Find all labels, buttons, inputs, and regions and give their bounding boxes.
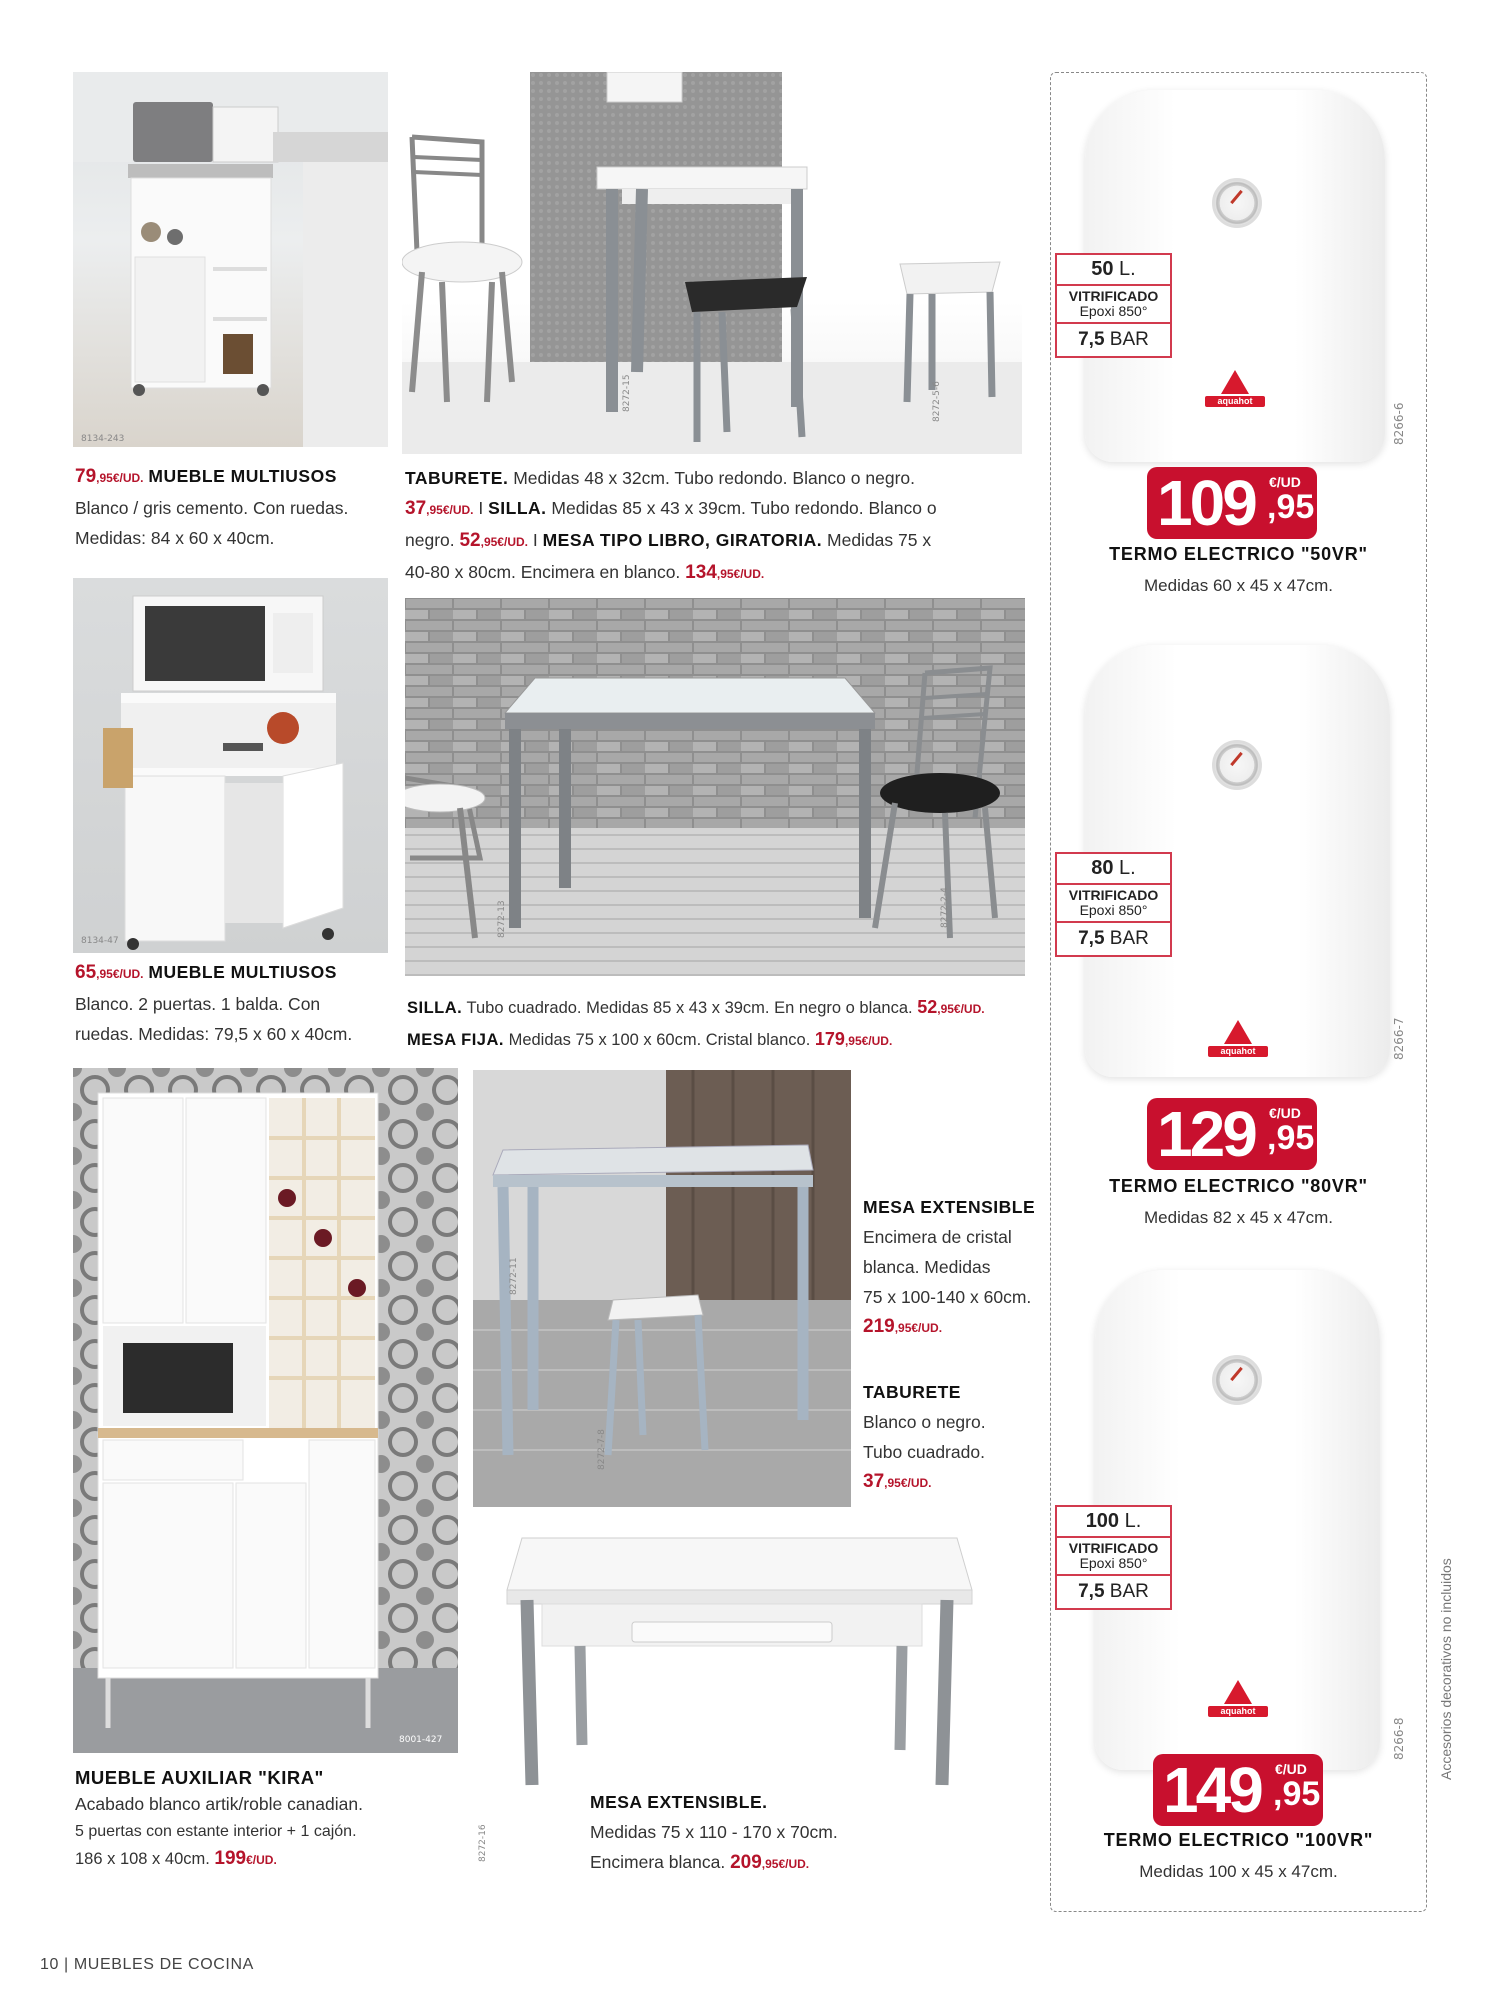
price: 65,95€/UD.	[75, 962, 144, 983]
footer-separator: |	[59, 1956, 74, 1973]
product-code: 8272-7-8	[597, 1429, 607, 1470]
price-integer: 149	[1163, 1754, 1261, 1826]
aquahot-logo: aquahot	[1205, 370, 1265, 407]
pressure: 7,5 BAR	[1078, 329, 1149, 350]
product-desc: Tubo cuadrado.	[863, 1442, 985, 1462]
product-photo-kira	[73, 1068, 458, 1753]
pressure: 7,5 BAR	[1078, 928, 1149, 949]
product-name: MESA FIJA.	[407, 1031, 504, 1049]
microwave-cabinet-illustration	[73, 578, 388, 953]
heater-name: TERMO ELECTRICO "50VR"	[1109, 544, 1368, 564]
product-photo-taburete-silla-mesa	[402, 72, 1022, 454]
heater-name: TERMO ELECTRICO "80VR"	[1109, 1176, 1368, 1196]
price: 79,95€/UD.	[75, 466, 144, 487]
product-desc: Medidas 85 x 43 x 39cm. Tubo redondo. Blanco o	[546, 498, 937, 518]
product-text-mesa-extensible-2	[590, 1787, 990, 1879]
price: 52,95€/UD.	[917, 997, 985, 1017]
price: 209,95€/UD.	[730, 1852, 810, 1873]
capacity: 80 L.	[1057, 854, 1170, 885]
kitchen-cart-illustration	[73, 72, 388, 447]
price: 219,95€/UD.	[863, 1316, 943, 1337]
finish: VITRIFICADO Epoxi 850°	[1057, 1538, 1170, 1576]
product-photo-multiusos-2	[73, 578, 388, 953]
product-code: 8272-11	[509, 1257, 519, 1295]
price: 179,95€/UD.	[814, 1029, 893, 1049]
product-desc: Medidas 48 x 32cm. Tubo redondo. Blanco o negro.	[508, 468, 915, 488]
product-code: 8266-7	[1392, 1017, 1406, 1060]
price-cents: ,95	[1267, 488, 1315, 526]
product-desc: Medidas 75 x 100 x 60cm. Cristal blanco.	[503, 1031, 815, 1049]
gauge-icon	[1212, 178, 1262, 228]
section-name: MUEBLES DE COCINA	[73, 1956, 254, 1973]
price-cents: ,95	[1273, 1775, 1321, 1813]
finish: VITRIFICADO Epoxi 850°	[1057, 286, 1170, 324]
capacity: 100 L.	[1057, 1507, 1170, 1538]
aquahot-logo: aquahot	[1208, 1680, 1268, 1717]
product-photo-multiusos-1	[73, 72, 388, 447]
page-number: 10	[40, 1956, 59, 1973]
product-code: 8134-47	[81, 936, 119, 946]
product-desc: blanca. Medidas	[863, 1257, 991, 1277]
separator: I	[527, 530, 543, 550]
product-desc: Blanco. 2 puertas. 1 balda. Con	[75, 994, 321, 1014]
product-name: MESA EXTENSIBLE.	[590, 1792, 768, 1812]
product-name: SILLA.	[407, 999, 463, 1017]
product-code: 8272-2-4	[940, 887, 950, 928]
heater-dims: Medidas 60 x 45 x 47cm.	[1144, 576, 1333, 595]
product-text-multiusos-2	[75, 957, 395, 1049]
spec-box-100	[1055, 1505, 1172, 1610]
product-text-taburete-2	[863, 1377, 1043, 1498]
heater-name: TERMO ELECTRICO "100VR"	[1103, 1830, 1374, 1850]
price-unit: €/UD	[1275, 1761, 1307, 1777]
product-photo-mesa-extensible-1	[473, 1070, 851, 1507]
aquahot-logo: aquahot	[1208, 1020, 1268, 1057]
product-text-mesa-extensible-1	[863, 1192, 1053, 1343]
product-name: TABURETE	[863, 1382, 961, 1402]
price: 52,95€/UD.	[459, 530, 528, 551]
product-name: TABURETE.	[405, 468, 509, 488]
price-cents: ,95	[1267, 1119, 1315, 1157]
price-badge-50	[1147, 467, 1317, 539]
product-code: 8272-5-6	[932, 381, 942, 422]
product-desc: Encimera de cristal	[863, 1227, 1012, 1247]
product-text-multiusos-1	[75, 461, 395, 553]
price-integer: 109	[1157, 467, 1255, 539]
price: 199€/UD.	[214, 1848, 277, 1869]
product-desc: Medidas: 84 x 60 x 40cm.	[75, 528, 275, 548]
product-desc: 75 x 100-140 x 60cm.	[863, 1287, 1032, 1307]
product-desc: Medidas 75 x 110 - 170 x 70cm.	[590, 1822, 838, 1842]
price: 37,95€/UD.	[863, 1471, 932, 1492]
price-unit: €/UD	[1269, 1105, 1301, 1121]
price-badge-100	[1153, 1754, 1323, 1826]
gauge-icon	[1212, 740, 1262, 790]
product-desc: negro.	[405, 530, 460, 550]
spec-box-80	[1055, 852, 1172, 957]
product-desc: 40-80 x 80cm. Encimera en blanco.	[405, 562, 686, 582]
product-name: MESA EXTENSIBLE	[863, 1197, 1036, 1217]
price: 134,95€/UD.	[685, 562, 765, 583]
product-desc: Acabado blanco artik/roble canadian.	[75, 1794, 363, 1814]
heater-dims: Medidas 100 x 45 x 47cm.	[1139, 1862, 1338, 1881]
price-badge-80	[1147, 1098, 1317, 1170]
price-unit: €/UD	[1269, 474, 1301, 490]
product-desc: Medidas 75 x	[822, 530, 932, 550]
page-footer	[40, 1956, 254, 1974]
product-desc: Blanco / gris cemento. Con ruedas.	[75, 498, 349, 518]
product-name: MUEBLE MULTIUSOS	[148, 962, 337, 982]
product-name: MUEBLE MULTIUSOS	[148, 466, 337, 486]
product-code: 8272-16	[478, 1824, 488, 1862]
product-code: 8266-6	[1392, 402, 1406, 445]
product-name: MESA TIPO LIBRO, GIRATORIA.	[542, 530, 823, 550]
spec-box-50	[1055, 253, 1172, 358]
product-code: 8134-243	[81, 434, 125, 444]
side-note: Accesorios decorativos no incluidos	[1438, 1558, 1454, 1780]
extensible-table-2-illustration	[502, 1530, 980, 1790]
product-desc: ruedas. Medidas: 79,5 x 60 x 40cm.	[75, 1024, 353, 1044]
price-integer: 129	[1157, 1098, 1255, 1170]
separator: I	[473, 498, 489, 518]
capacity: 50 L.	[1057, 255, 1170, 286]
product-text-taburete-silla	[405, 463, 1045, 589]
pressure: 7,5 BAR	[1078, 1581, 1149, 1602]
product-text-silla-mesa-fija	[407, 992, 1067, 1056]
finish: VITRIFICADO Epoxi 850°	[1057, 885, 1170, 923]
product-desc: Encimera blanca.	[590, 1852, 731, 1872]
price: 37,95€/UD.	[405, 498, 474, 519]
product-photo-silla-mesa-fija	[405, 598, 1025, 976]
product-name: MUEBLE AUXILIAR "KIRA"	[75, 1767, 324, 1788]
product-code: 8001-427	[399, 1735, 443, 1745]
product-desc: 186 x 108 x 40cm.	[75, 1850, 215, 1868]
kira-cabinet-illustration	[73, 1068, 458, 1753]
heater-dims: Medidas 82 x 45 x 47cm.	[1144, 1208, 1333, 1227]
product-code: 8272-15	[622, 374, 632, 412]
gauge-icon	[1212, 1355, 1262, 1405]
product-name: SILLA.	[488, 498, 547, 518]
product-text-kira	[75, 1764, 475, 1874]
extensible-table-illustration	[473, 1070, 851, 1507]
product-code: 8266-8	[1392, 1717, 1406, 1760]
product-desc: Blanco o negro.	[863, 1412, 986, 1432]
product-desc: Tubo cuadrado. Medidas 85 x 43 x 39cm. En negro o blanca.	[462, 999, 918, 1017]
product-desc: 5 puertas con estante interior + 1 cajón.	[75, 1823, 357, 1840]
product-code: 8272-13	[497, 900, 507, 938]
table-chairs-illustration	[402, 72, 1022, 454]
product-photo-mesa-extensible-2	[502, 1530, 980, 1790]
